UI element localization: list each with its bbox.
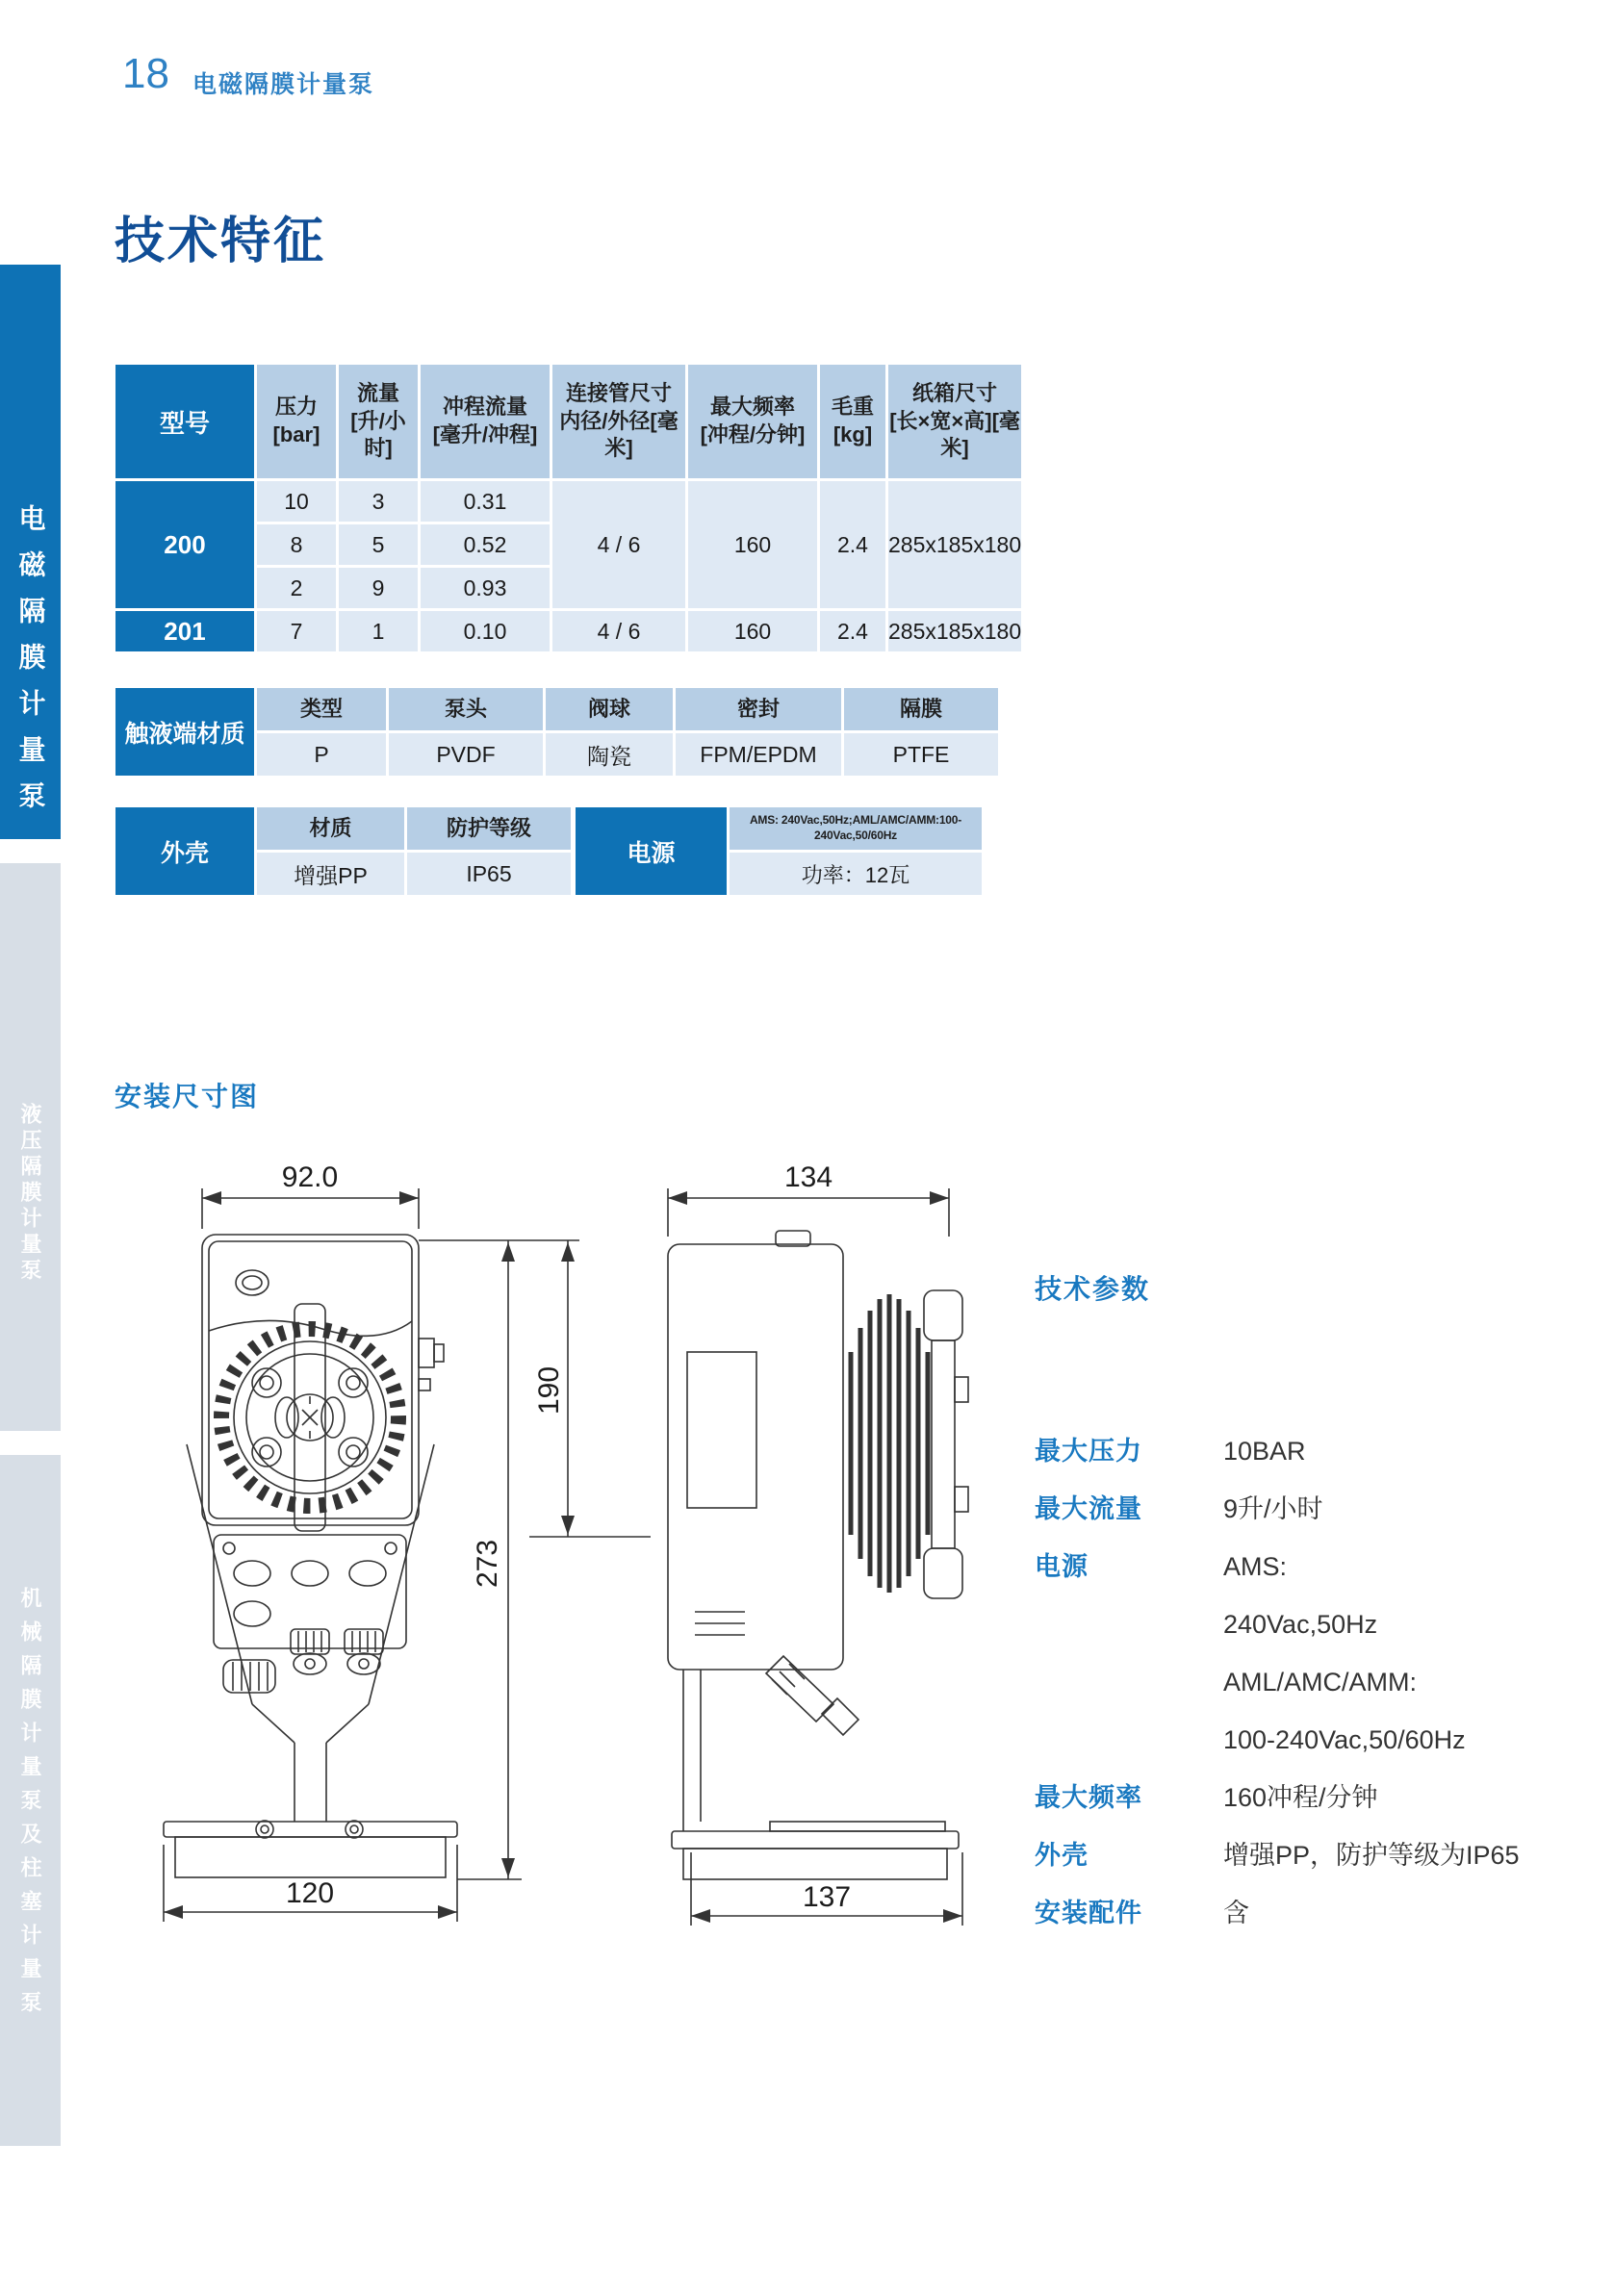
materials-table bbox=[113, 685, 1001, 778]
housing-table bbox=[113, 804, 574, 898]
flow-value: 1 bbox=[339, 611, 418, 651]
model-200-cell: 200 bbox=[115, 481, 254, 608]
dim-side-depth: 134 bbox=[783, 1161, 833, 1193]
pressure-value: 10 bbox=[257, 481, 336, 522]
housing-value-protection: IP65 bbox=[407, 853, 571, 895]
housing-header-material: 材质 bbox=[257, 807, 404, 850]
materials-label: 触液端材质 bbox=[115, 688, 254, 776]
power-label: 电源 bbox=[576, 807, 727, 895]
dim-base-width: 120 bbox=[285, 1877, 335, 1909]
housing-value-material: 增强PP bbox=[257, 853, 404, 895]
param-max-frequency: 最大频率 160冲程/分钟 bbox=[1035, 1783, 1378, 1812]
materials-value-type: P bbox=[257, 733, 386, 776]
pressure-value: 7 bbox=[257, 611, 336, 651]
flow-value: 9 bbox=[339, 568, 418, 608]
table-row bbox=[115, 807, 571, 850]
col-header-pressure: 压力 [bar] bbox=[257, 365, 336, 478]
param-power-supply: 电源 AMS: 240Vac,50Hz AML/AMC/AMM: 100-240Vac,50/60Hz bbox=[1035, 1552, 1466, 1754]
param-max-pressure: 最大压力 10BAR bbox=[1035, 1437, 1306, 1466]
col-header-pipe-size: 连接管尺寸 内径/外径[毫米] bbox=[552, 365, 685, 478]
params-list bbox=[1035, 1422, 1602, 1942]
height-dimension-lines bbox=[419, 1240, 651, 1879]
pressure-value: 8 bbox=[257, 524, 336, 565]
side-view-drawing bbox=[668, 1188, 968, 1926]
param-housing: 外壳 增强PP，防护等级为IP65 bbox=[1035, 1841, 1520, 1870]
param-max-flow: 最大流量 9升/小时 bbox=[1035, 1494, 1323, 1523]
sidebar-tab-label: 液压隔膜计量泵 bbox=[18, 1103, 42, 1285]
gross-weight-value: 2.4 bbox=[820, 611, 885, 651]
power-rating: 功率：12瓦 bbox=[730, 853, 982, 895]
page-number: 18 bbox=[122, 50, 169, 97]
col-header-flow: 流量 [升/小时] bbox=[339, 365, 418, 478]
flow-value: 3 bbox=[339, 481, 418, 522]
materials-value-pump-head: PVDF bbox=[389, 733, 543, 776]
materials-value-valve-ball: 陶瓷 bbox=[546, 733, 673, 776]
power-table bbox=[573, 804, 985, 898]
materials-header-diaphragm: 隔膜 bbox=[844, 688, 998, 730]
sidebar-tab-label: 电磁隔膜计量泵 bbox=[15, 504, 46, 828]
page-title: 技术特征 bbox=[115, 214, 327, 269]
params-section-title: 技术参数 bbox=[1035, 1274, 1151, 1304]
stroke-flow-value: 0.93 bbox=[421, 568, 550, 608]
pipe-size-value: 4 / 6 bbox=[552, 481, 685, 608]
spec-table bbox=[113, 362, 1024, 654]
dim-height-total: 273 bbox=[472, 1539, 503, 1589]
col-header-carton-size: 纸箱尺寸 [长×宽×高][毫米] bbox=[888, 365, 1021, 478]
model-201-cell: 201 bbox=[115, 611, 254, 651]
materials-header-seal: 密封 bbox=[676, 688, 841, 730]
front-view-drawing bbox=[164, 1188, 457, 1922]
col-header-gross-weight: 毛重 [kg] bbox=[820, 365, 885, 478]
table-row bbox=[115, 481, 1021, 522]
page-header-title: 电磁隔膜计量泵 bbox=[192, 71, 375, 98]
flow-value: 5 bbox=[339, 524, 418, 565]
max-frequency-value: 160 bbox=[688, 611, 817, 651]
drawing-section-title: 安装尺寸图 bbox=[115, 1082, 260, 1111]
materials-value-diaphragm: PTFE bbox=[844, 733, 998, 776]
materials-header-valve-ball: 阀球 bbox=[546, 688, 673, 730]
spec-table-header-row bbox=[115, 365, 1021, 478]
sidebar-tab-solenoid-pump bbox=[0, 265, 61, 839]
dim-front-width: 92.0 bbox=[281, 1161, 339, 1193]
materials-header-pump-head: 泵头 bbox=[389, 688, 543, 730]
installation-drawing bbox=[106, 1160, 972, 1963]
gross-weight-value: 2.4 bbox=[820, 481, 885, 608]
sidebar-tab-mechanical-pump bbox=[0, 1455, 61, 2146]
col-header-model: 型号 bbox=[115, 365, 254, 478]
housing-label: 外壳 bbox=[115, 807, 254, 895]
carton-size-value: 285x185x180 bbox=[888, 481, 1021, 608]
col-header-stroke-flow: 冲程流量 [毫升/冲程] bbox=[421, 365, 550, 478]
table-row bbox=[576, 807, 982, 850]
stroke-flow-value: 0.10 bbox=[421, 611, 550, 651]
dim-height-head: 190 bbox=[533, 1365, 565, 1416]
stroke-flow-value: 0.52 bbox=[421, 524, 550, 565]
sidebar-tab-hydraulic-pump bbox=[0, 863, 61, 1431]
pressure-value: 2 bbox=[257, 568, 336, 608]
param-mounting-kit: 安装配件 含 bbox=[1035, 1899, 1249, 1927]
materials-header-type: 类型 bbox=[257, 688, 386, 730]
table-row bbox=[115, 688, 998, 730]
pipe-size-value: 4 / 6 bbox=[552, 611, 685, 651]
table-row bbox=[115, 611, 1021, 651]
max-frequency-value: 160 bbox=[688, 481, 817, 608]
dim-side-base: 137 bbox=[802, 1881, 852, 1913]
carton-size-value: 285x185x180 bbox=[888, 611, 1021, 651]
materials-value-seal: FPM/EPDM bbox=[676, 733, 841, 776]
housing-header-protection: 防护等级 bbox=[407, 807, 571, 850]
sidebar-tab-label: 机械隔膜计量泵及柱塞计量泵 bbox=[18, 1587, 42, 2025]
stroke-flow-value: 0.31 bbox=[421, 481, 550, 522]
col-header-max-frequency: 最大频率 [冲程/分钟] bbox=[688, 365, 817, 478]
power-supply-spec: AMS: 240Vac,50Hz;AML/AMC/AMM:100-240Vac,50/60Hz bbox=[730, 807, 982, 850]
